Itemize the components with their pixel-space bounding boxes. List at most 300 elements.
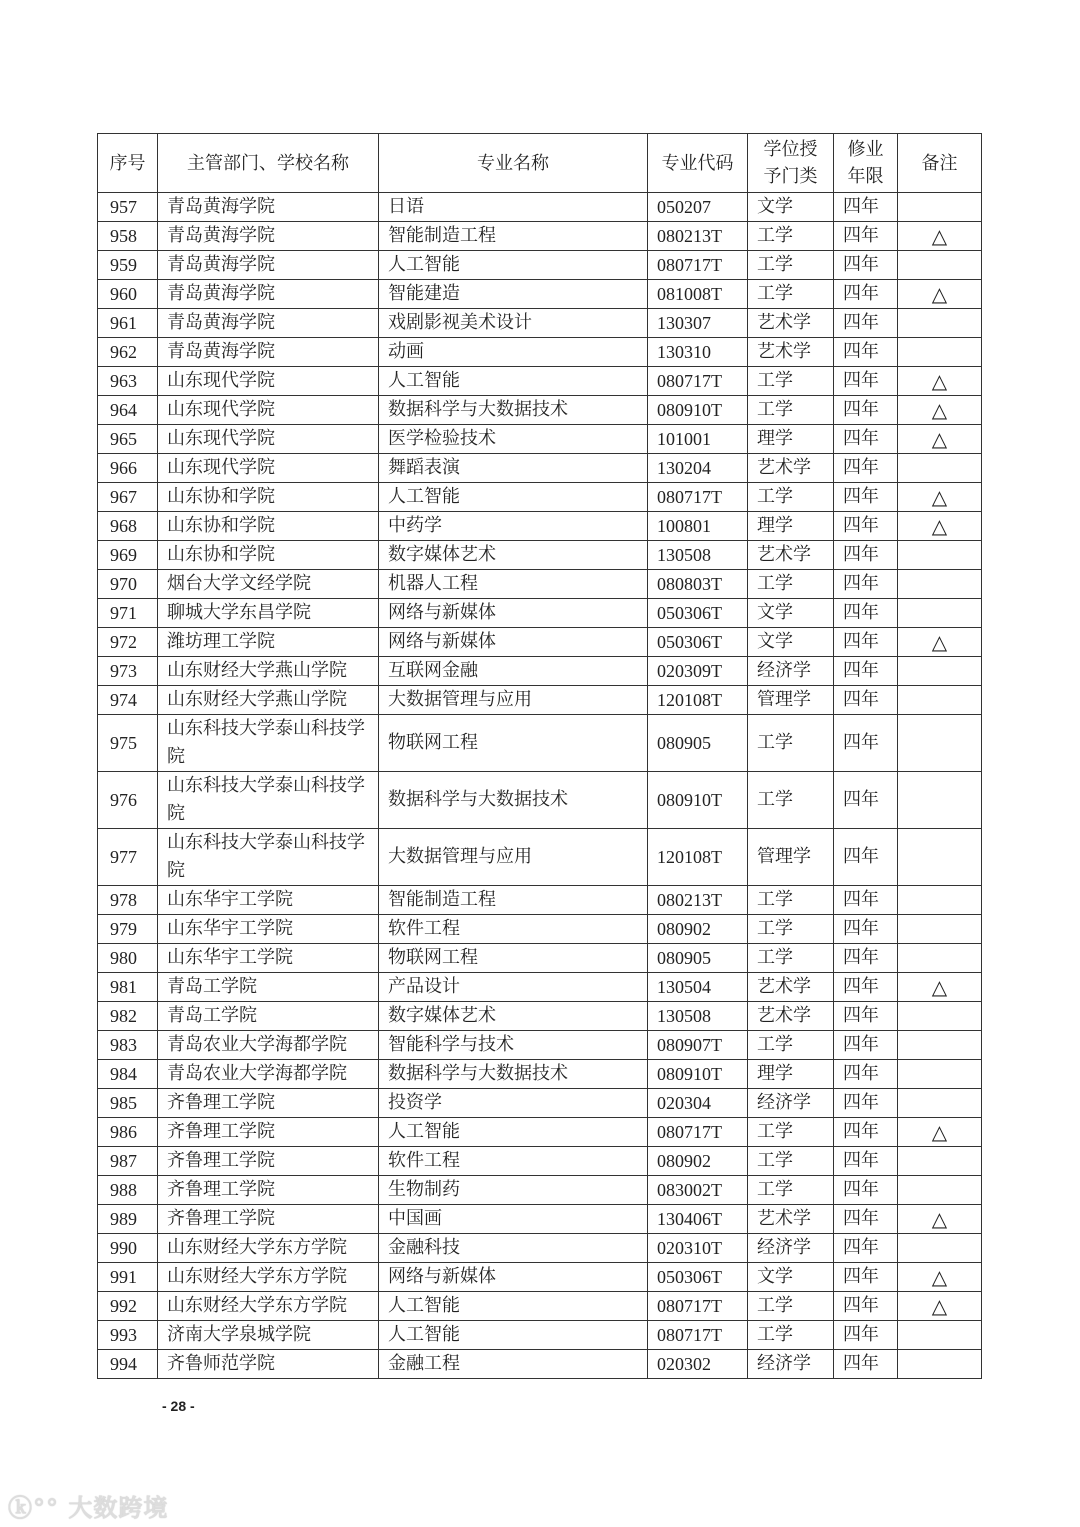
table-row [98, 1031, 982, 1060]
degree-category: 工学 [748, 1118, 834, 1147]
table-row [98, 1060, 982, 1089]
degree-category: 艺术学 [748, 1205, 834, 1234]
major-name: 智能制造工程 [379, 222, 648, 251]
major-code: 080910T [648, 772, 748, 829]
major-name: 人工智能 [379, 1118, 648, 1147]
major-name: 物联网工程 [379, 944, 648, 973]
school-name: 山东财经大学燕山学院 [158, 657, 379, 686]
remark [898, 599, 982, 628]
degree-category: 工学 [748, 570, 834, 599]
header-no: 序号 [98, 134, 158, 193]
degree-category: 工学 [748, 1176, 834, 1205]
major-name: 人工智能 [379, 367, 648, 396]
school-name: 齐鲁理工学院 [158, 1089, 379, 1118]
degree-category: 艺术学 [748, 973, 834, 1002]
major-name: 数字媒体艺术 [379, 541, 648, 570]
row-number: 971 [98, 599, 158, 628]
school-name: 山东协和学院 [158, 512, 379, 541]
major-code: 080717T [648, 367, 748, 396]
study-years: 四年 [834, 396, 898, 425]
table-row [98, 715, 982, 772]
remark: △ [898, 1118, 982, 1147]
table-row [98, 1234, 982, 1263]
major-code: 120108T [648, 829, 748, 886]
major-name: 软件工程 [379, 915, 648, 944]
degree-category: 理学 [748, 512, 834, 541]
remark [898, 454, 982, 483]
row-number: 957 [98, 193, 158, 222]
study-years: 四年 [834, 829, 898, 886]
row-number: 958 [98, 222, 158, 251]
major-name: 数据科学与大数据技术 [379, 1060, 648, 1089]
table-row [98, 599, 982, 628]
remark [898, 944, 982, 973]
major-code: 130504 [648, 973, 748, 1002]
table-row [98, 1350, 982, 1379]
header-degree [748, 134, 834, 193]
study-years: 四年 [834, 454, 898, 483]
row-number: 993 [98, 1321, 158, 1350]
remark [898, 1350, 982, 1379]
major-name: 智能制造工程 [379, 886, 648, 915]
school-name: 青岛工学院 [158, 973, 379, 1002]
table-row [98, 309, 982, 338]
school-name: 青岛农业大学海都学院 [158, 1031, 379, 1060]
study-years: 四年 [834, 367, 898, 396]
major-name: 医学检验技术 [379, 425, 648, 454]
remark [898, 1147, 982, 1176]
school-name: 山东现代学院 [158, 425, 379, 454]
row-number: 979 [98, 915, 158, 944]
header-note: 备注 [898, 134, 982, 193]
table-row [98, 886, 982, 915]
row-number: 961 [98, 309, 158, 338]
study-years: 四年 [834, 628, 898, 657]
major-code: 130508 [648, 1002, 748, 1031]
degree-category: 经济学 [748, 657, 834, 686]
table-row [98, 973, 982, 1002]
remark: △ [898, 425, 982, 454]
major-name: 物联网工程 [379, 715, 648, 772]
remark: △ [898, 973, 982, 1002]
table-row [98, 396, 982, 425]
remark [898, 1176, 982, 1205]
school-name: 潍坊理工学院 [158, 628, 379, 657]
study-years: 四年 [834, 251, 898, 280]
remark: △ [898, 222, 982, 251]
table-row [98, 1147, 982, 1176]
degree-category: 工学 [748, 772, 834, 829]
school-name: 山东现代学院 [158, 454, 379, 483]
row-number: 994 [98, 1350, 158, 1379]
remark: △ [898, 396, 982, 425]
table-row [98, 512, 982, 541]
degree-category: 经济学 [748, 1089, 834, 1118]
table-row [98, 1292, 982, 1321]
study-years: 四年 [834, 1205, 898, 1234]
school-name: 山东现代学院 [158, 396, 379, 425]
school-name: 山东协和学院 [158, 483, 379, 512]
table-row [98, 570, 982, 599]
study-years: 四年 [834, 973, 898, 1002]
study-years: 四年 [834, 1234, 898, 1263]
table-row [98, 222, 982, 251]
degree-category: 艺术学 [748, 1002, 834, 1031]
major-code: 083002T [648, 1176, 748, 1205]
remark [898, 1002, 982, 1031]
remark [898, 686, 982, 715]
major-code: 080902 [648, 1147, 748, 1176]
school-name: 齐鲁理工学院 [158, 1205, 379, 1234]
major-name: 网络与新媒体 [379, 628, 648, 657]
row-number: 988 [98, 1176, 158, 1205]
study-years: 四年 [834, 570, 898, 599]
major-code: 080717T [648, 483, 748, 512]
watermark-logo: ⓚ°° 大数跨境 [8, 1494, 169, 1522]
degree-category: 工学 [748, 280, 834, 309]
major-name: 中药学 [379, 512, 648, 541]
school-name: 齐鲁师范学院 [158, 1350, 379, 1379]
study-years: 四年 [834, 1263, 898, 1292]
remark: △ [898, 512, 982, 541]
study-years: 四年 [834, 338, 898, 367]
major-name: 人工智能 [379, 483, 648, 512]
degree-category: 工学 [748, 222, 834, 251]
degree-category: 管理学 [748, 829, 834, 886]
table-row [98, 425, 982, 454]
degree-category: 工学 [748, 915, 834, 944]
major-code: 020302 [648, 1350, 748, 1379]
degree-category: 工学 [748, 396, 834, 425]
major-name: 数字媒体艺术 [379, 1002, 648, 1031]
school-name: 山东协和学院 [158, 541, 379, 570]
row-number: 977 [98, 829, 158, 886]
study-years: 四年 [834, 222, 898, 251]
table-row [98, 686, 982, 715]
study-years: 四年 [834, 944, 898, 973]
major-code: 080803T [648, 570, 748, 599]
remark [898, 915, 982, 944]
study-years: 四年 [834, 309, 898, 338]
major-code: 080717T [648, 1321, 748, 1350]
study-years: 四年 [834, 686, 898, 715]
remark [898, 541, 982, 570]
school-name: 青岛黄海学院 [158, 251, 379, 280]
table-row [98, 944, 982, 973]
major-name: 智能科学与技术 [379, 1031, 648, 1060]
table-row [98, 829, 982, 886]
major-name: 机器人工程 [379, 570, 648, 599]
table-row [98, 541, 982, 570]
majors-table [97, 133, 982, 1379]
degree-category: 理学 [748, 1060, 834, 1089]
study-years: 四年 [834, 1350, 898, 1379]
table-row [98, 1205, 982, 1234]
row-number: 966 [98, 454, 158, 483]
school-name: 青岛黄海学院 [158, 309, 379, 338]
row-number: 985 [98, 1089, 158, 1118]
degree-category: 工学 [748, 944, 834, 973]
major-code: 080905 [648, 944, 748, 973]
study-years: 四年 [834, 1147, 898, 1176]
study-years: 四年 [834, 772, 898, 829]
study-years: 四年 [834, 886, 898, 915]
degree-category: 工学 [748, 483, 834, 512]
row-number: 992 [98, 1292, 158, 1321]
study-years: 四年 [834, 425, 898, 454]
major-name: 动画 [379, 338, 648, 367]
remark: △ [898, 1292, 982, 1321]
major-name: 人工智能 [379, 1292, 648, 1321]
school-name: 青岛黄海学院 [158, 338, 379, 367]
remark: △ [898, 628, 982, 657]
major-name: 大数据管理与应用 [379, 829, 648, 886]
degree-category: 工学 [748, 251, 834, 280]
study-years: 四年 [834, 1176, 898, 1205]
school-name: 青岛农业大学海都学院 [158, 1060, 379, 1089]
remark [898, 570, 982, 599]
major-code: 130204 [648, 454, 748, 483]
row-number: 981 [98, 973, 158, 1002]
degree-category: 艺术学 [748, 541, 834, 570]
school-name: 齐鲁理工学院 [158, 1147, 379, 1176]
school-name: 山东财经大学东方学院 [158, 1292, 379, 1321]
degree-category: 工学 [748, 886, 834, 915]
header-degree-line: 予门类 [763, 166, 818, 187]
school-name: 济南大学泉城学院 [158, 1321, 379, 1350]
remark [898, 1060, 982, 1089]
remark [898, 1031, 982, 1060]
major-code: 080905 [648, 715, 748, 772]
degree-category: 工学 [748, 1031, 834, 1060]
row-number: 968 [98, 512, 158, 541]
major-name: 金融科技 [379, 1234, 648, 1263]
row-number: 989 [98, 1205, 158, 1234]
study-years: 四年 [834, 657, 898, 686]
major-code: 020309T [648, 657, 748, 686]
major-code: 080902 [648, 915, 748, 944]
table-row [98, 1321, 982, 1350]
table-row [98, 628, 982, 657]
row-number: 974 [98, 686, 158, 715]
major-name: 软件工程 [379, 1147, 648, 1176]
major-code: 130406T [648, 1205, 748, 1234]
row-number: 964 [98, 396, 158, 425]
major-code: 080717T [648, 1118, 748, 1147]
study-years: 四年 [834, 1292, 898, 1321]
row-number: 975 [98, 715, 158, 772]
school-name: 山东科技大学泰山科技学院 [158, 715, 379, 772]
major-code: 100801 [648, 512, 748, 541]
table-row [98, 772, 982, 829]
remark [898, 1321, 982, 1350]
header-years-label: 修业年限 [847, 139, 884, 187]
school-name: 烟台大学文经学院 [158, 570, 379, 599]
remark: △ [898, 367, 982, 396]
table-row [98, 1176, 982, 1205]
major-code: 080910T [648, 1060, 748, 1089]
degree-category: 文学 [748, 599, 834, 628]
header-school: 主管部门、学校名称 [158, 134, 379, 193]
major-name: 舞蹈表演 [379, 454, 648, 483]
row-number: 982 [98, 1002, 158, 1031]
major-name: 网络与新媒体 [379, 1263, 648, 1292]
row-number: 984 [98, 1060, 158, 1089]
table-row [98, 1263, 982, 1292]
major-name: 生物制药 [379, 1176, 648, 1205]
remark [898, 657, 982, 686]
table-row [98, 280, 982, 309]
major-name: 人工智能 [379, 251, 648, 280]
study-years: 四年 [834, 599, 898, 628]
row-number: 969 [98, 541, 158, 570]
row-number: 972 [98, 628, 158, 657]
study-years: 四年 [834, 193, 898, 222]
school-name: 山东现代学院 [158, 367, 379, 396]
major-name: 网络与新媒体 [379, 599, 648, 628]
table-row [98, 483, 982, 512]
school-name: 山东科技大学泰山科技学院 [158, 829, 379, 886]
remark: △ [898, 280, 982, 309]
major-name: 互联网金融 [379, 657, 648, 686]
header-years [834, 134, 898, 193]
study-years: 四年 [834, 280, 898, 309]
degree-category: 文学 [748, 1263, 834, 1292]
school-name: 齐鲁理工学院 [158, 1118, 379, 1147]
row-number: 991 [98, 1263, 158, 1292]
row-number: 983 [98, 1031, 158, 1060]
major-name: 戏剧影视美术设计 [379, 309, 648, 338]
study-years: 四年 [834, 1089, 898, 1118]
row-number: 967 [98, 483, 158, 512]
study-years: 四年 [834, 1060, 898, 1089]
school-name: 青岛黄海学院 [158, 222, 379, 251]
remark [898, 309, 982, 338]
major-code: 050306T [648, 628, 748, 657]
major-code: 080907T [648, 1031, 748, 1060]
study-years: 四年 [834, 483, 898, 512]
watermark-text: 大数跨境 [68, 1494, 169, 1522]
major-name: 产品设计 [379, 973, 648, 1002]
major-code: 020304 [648, 1089, 748, 1118]
degree-category: 工学 [748, 715, 834, 772]
major-code: 120108T [648, 686, 748, 715]
remark [898, 829, 982, 886]
major-name: 大数据管理与应用 [379, 686, 648, 715]
major-code: 080910T [648, 396, 748, 425]
study-years: 四年 [834, 1118, 898, 1147]
degree-category: 工学 [748, 367, 834, 396]
remark [898, 1089, 982, 1118]
major-code: 080213T [648, 222, 748, 251]
row-number: 970 [98, 570, 158, 599]
table-row [98, 338, 982, 367]
remark [898, 886, 982, 915]
row-number: 963 [98, 367, 158, 396]
school-name: 青岛黄海学院 [158, 193, 379, 222]
table-row [98, 251, 982, 280]
school-name: 山东财经大学东方学院 [158, 1234, 379, 1263]
remark [898, 715, 982, 772]
school-name: 青岛工学院 [158, 1002, 379, 1031]
major-code: 050306T [648, 1263, 748, 1292]
school-name: 山东财经大学燕山学院 [158, 686, 379, 715]
row-number: 990 [98, 1234, 158, 1263]
table-row [98, 657, 982, 686]
major-name: 中国画 [379, 1205, 648, 1234]
remark: △ [898, 1205, 982, 1234]
degree-category: 工学 [748, 1321, 834, 1350]
row-number: 986 [98, 1118, 158, 1147]
study-years: 四年 [834, 512, 898, 541]
table-row [98, 1118, 982, 1147]
remark: △ [898, 1263, 982, 1292]
remark: △ [898, 483, 982, 512]
major-name: 数据科学与大数据技术 [379, 772, 648, 829]
major-code: 050207 [648, 193, 748, 222]
row-number: 987 [98, 1147, 158, 1176]
study-years: 四年 [834, 1031, 898, 1060]
school-name: 山东华宇工学院 [158, 944, 379, 973]
table-row [98, 1002, 982, 1031]
row-number: 960 [98, 280, 158, 309]
major-name: 智能建造 [379, 280, 648, 309]
page-number: - 28 - [162, 1398, 195, 1414]
row-number: 978 [98, 886, 158, 915]
degree-category: 经济学 [748, 1234, 834, 1263]
major-name: 数据科学与大数据技术 [379, 396, 648, 425]
degree-category: 理学 [748, 425, 834, 454]
row-number: 980 [98, 944, 158, 973]
row-number: 962 [98, 338, 158, 367]
school-name: 齐鲁理工学院 [158, 1176, 379, 1205]
school-name: 山东华宇工学院 [158, 886, 379, 915]
table-row [98, 193, 982, 222]
major-code: 050306T [648, 599, 748, 628]
row-number: 959 [98, 251, 158, 280]
remark [898, 1234, 982, 1263]
degree-category: 艺术学 [748, 454, 834, 483]
major-code: 130307 [648, 309, 748, 338]
study-years: 四年 [834, 1321, 898, 1350]
table-row [98, 454, 982, 483]
remark [898, 772, 982, 829]
table-row [98, 1089, 982, 1118]
major-code: 080717T [648, 251, 748, 280]
degree-category: 艺术学 [748, 338, 834, 367]
header-major: 专业名称 [379, 134, 648, 193]
row-number: 976 [98, 772, 158, 829]
table-header-row [98, 134, 982, 193]
school-name: 山东科技大学泰山科技学院 [158, 772, 379, 829]
remark [898, 251, 982, 280]
header-degree-line: 学位授 [763, 139, 818, 160]
major-code: 130508 [648, 541, 748, 570]
degree-category: 管理学 [748, 686, 834, 715]
degree-category: 工学 [748, 1147, 834, 1176]
school-name: 山东财经大学东方学院 [158, 1263, 379, 1292]
major-code: 080213T [648, 886, 748, 915]
major-code: 020310T [648, 1234, 748, 1263]
major-code: 130310 [648, 338, 748, 367]
major-code: 101001 [648, 425, 748, 454]
degree-category: 经济学 [748, 1350, 834, 1379]
major-name: 投资学 [379, 1089, 648, 1118]
major-name: 人工智能 [379, 1321, 648, 1350]
major-code: 081008T [648, 280, 748, 309]
school-name: 山东华宇工学院 [158, 915, 379, 944]
school-name: 青岛黄海学院 [158, 280, 379, 309]
